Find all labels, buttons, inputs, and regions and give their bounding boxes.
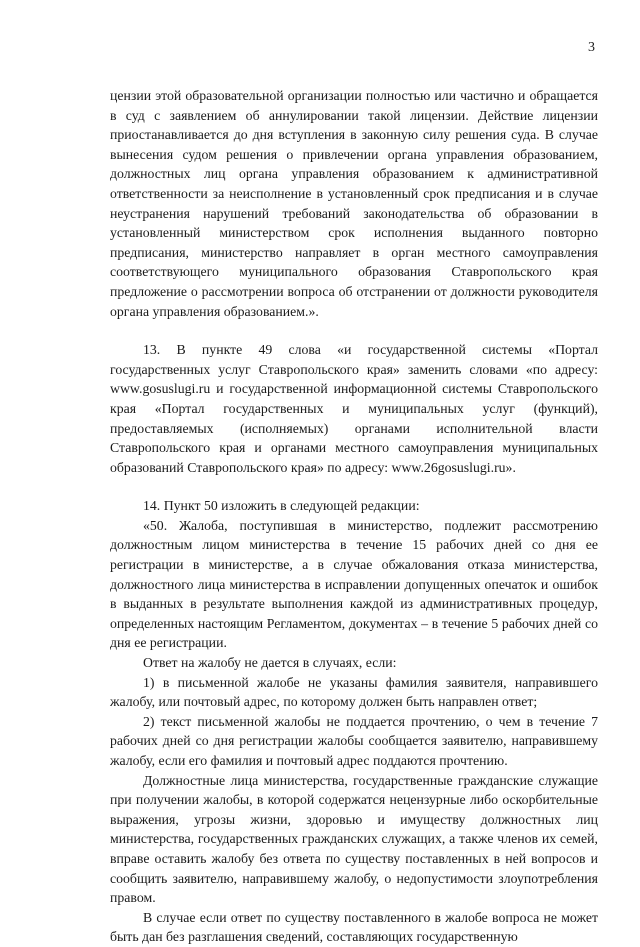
- paragraph-state-secret: В случае если ответ по существу поставленного в жалобе вопроса не может быть дан без разглашения сведений, составляющих государственную: [110, 909, 598, 945]
- paragraph-item-13: 13. В пункте 49 слова «и государственной системы «Портал государственных услуг Ставропольского края» заменить словами «по адресу: www.gosuslugi.ru и государственной информационной системы Ставропольского края «Портал государственных и муниципальных услуг (функций), предоставляемых (исполняемых) органами исполнительной власти Ставропольского края и органами местного самоуправления муниципальных образований Ставропольского края» по адресу: www.26gosuslugi.ru».: [110, 342, 598, 475]
- paragraph-officials: Должностные лица министерства, государственные гражданские служащие при получении жалобы, в которой содержатся нецензурные либо оскорбительные выражения, угрозы жизни, здоровью и имуществу должностных лиц министерства, государственных гражданских служащих, а также членов их семей, вправе оставить жалобу без ответа по существу поставленных в ней вопросов и сообщить заявителю, направившему жалобу, о недопустимости злоупотребления правом.: [110, 772, 598, 906]
- paragraph-no-answer-cases: Ответ на жалобу не дается в случаях, если:: [143, 655, 397, 671]
- paragraph-item-14: 14. Пункт 50 изложить в следующей редакции:: [143, 498, 420, 514]
- page-number: 3: [588, 40, 595, 55]
- paragraph-item-50: «50. Жалоба, поступившая в министерство, подлежит рассмотрению должностным лицом министерства в течение 15 рабочих дней со дня ее регистрации в министерстве, а в случае обжалования отказа министерства, должностного лица министерства в исправлении допущенных опечаток и ошибок в выданных в результате выполнения каждой из административных процедур, определенных настоящим Регламентом, документах – в течение 5 рабочих дней со дня ее регистрации.: [110, 517, 598, 651]
- document-body: [110, 86, 598, 947]
- paragraph-case-2: 2) текст письменной жалобы не поддается прочтению, о чем в течение 7 рабочих дней со дня регистрации жалобы сообщается заявителю, направившему жалобу, если его фамилия и почтовый адрес поддаются прочтению.: [110, 713, 598, 768]
- paragraph-license-continuation: цензии этой образовательной организации полностью или частично и обращается в суд с заявлением об аннулировании такой лицензии. Действие лицензии приостанавливается до дня вступления в законную силу решения суда. В случае вынесения судом решения о привлечении органа управления образованием, должностных лиц органа управления образованием к административной ответственности за неисполнение в установленный срок предписания и в случае неустранения нарушений требований законодательства об образовании в установленный министерством срок исполнения выданного повторно предписания, министерство направляет в орган местного самоуправления соответствующего муниципального образования Ставропольского края предложение о рассмотрении вопроса об отстранении от должности руководителя органа управления образованием.».: [110, 88, 598, 319]
- paragraph-case-1: 1) в письменной жалобе не указаны фамилия заявителя, направившего жалобу, или почтовый адрес, по которому должен быть направлен ответ;: [110, 674, 598, 710]
